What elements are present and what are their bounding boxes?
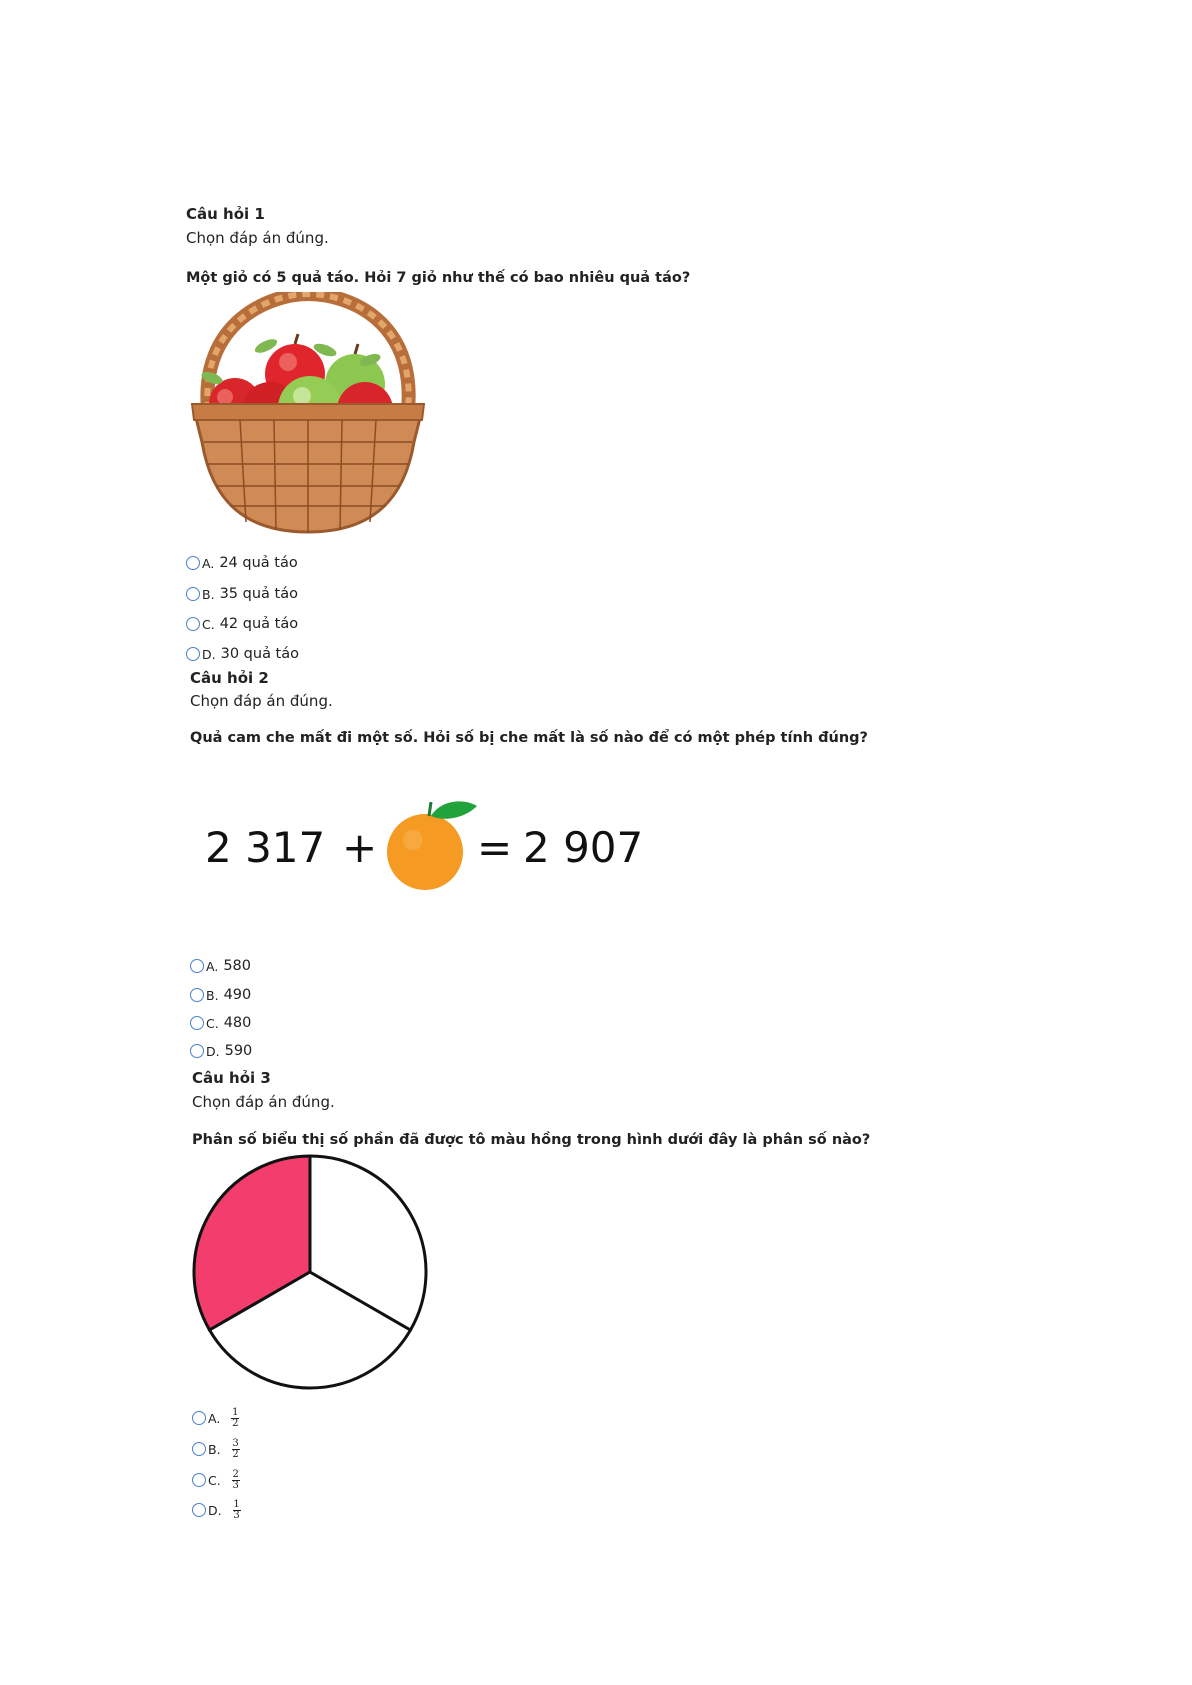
fraction: $\frac{3}{2}$ [232,1437,239,1460]
question-1-text: Một giỏ có 5 quả táo. Hỏi 7 giỏ như thế có bao nhiêu quả táo? [186,270,691,286]
question-3-option-d[interactable]: D. $\frac{1}{3}$ [192,1500,241,1520]
question-1-title: Câu hỏi 1 [186,205,265,223]
radio-button[interactable] [192,1411,206,1425]
radio-button[interactable] [186,647,200,661]
question-2-instruction: Chọn đáp án đúng. [190,692,333,710]
radio-button[interactable] [192,1503,206,1517]
question-1-option-d[interactable]: D. 30 quả táo [186,644,299,664]
equation-equals: = [477,823,513,872]
question-3-title: Câu hỏi 3 [192,1069,271,1087]
equation-plus: + [342,823,378,872]
question-1-option-b[interactable]: B. 35 quả táo [186,584,298,604]
radio-button[interactable] [190,988,204,1002]
question-3-option-b[interactable]: B. $\frac{3}{2}$ [192,1439,240,1459]
question-3-option-c[interactable]: C. $\frac{2}{3}$ [192,1470,240,1490]
fraction: $\frac{2}{3}$ [232,1468,239,1491]
question-2-option-a[interactable]: A. 580 [190,956,251,976]
question-2-option-c[interactable]: C. 480 [190,1013,251,1033]
question-3-option-a[interactable]: A. $\frac{1}{2}$ [192,1408,239,1428]
question-2-text: Quả cam che mất đi một số. Hỏi số bị che mất là số nào để có một phép tính đúng? [190,730,868,746]
fraction: $\frac{1}{2}$ [232,1406,239,1429]
radio-button[interactable] [186,617,200,631]
question-2-title: Câu hỏi 2 [190,669,269,687]
question-1-instruction: Chọn đáp án đúng. [186,229,329,247]
orange-icon [383,800,483,892]
radio-button[interactable] [190,1016,204,1030]
equation-result: 2 907 [523,823,644,872]
apple-basket-image [190,292,426,536]
question-3-instruction: Chọn đáp án đúng. [192,1093,335,1111]
radio-button[interactable] [186,587,200,601]
radio-button[interactable] [190,959,204,973]
question-1-option-c[interactable]: C. 42 quả táo [186,614,298,634]
radio-button[interactable] [192,1442,206,1456]
question-2-option-d[interactable]: D. 590 [190,1041,252,1061]
pie-fraction-diagram [190,1152,430,1394]
question-3-text: Phân số biểu thị số phần đã được tô màu hồng trong hình dưới đây là phân số nào? [192,1132,871,1148]
radio-button[interactable] [186,556,200,570]
radio-button[interactable] [190,1044,204,1058]
question-1-option-a[interactable]: A. 24 quả táo [186,553,298,573]
radio-button[interactable] [192,1473,206,1487]
equation-left: 2 317 [205,823,326,872]
fraction: $\frac{1}{3}$ [233,1498,240,1521]
question-2-option-b[interactable]: B. 490 [190,985,251,1005]
